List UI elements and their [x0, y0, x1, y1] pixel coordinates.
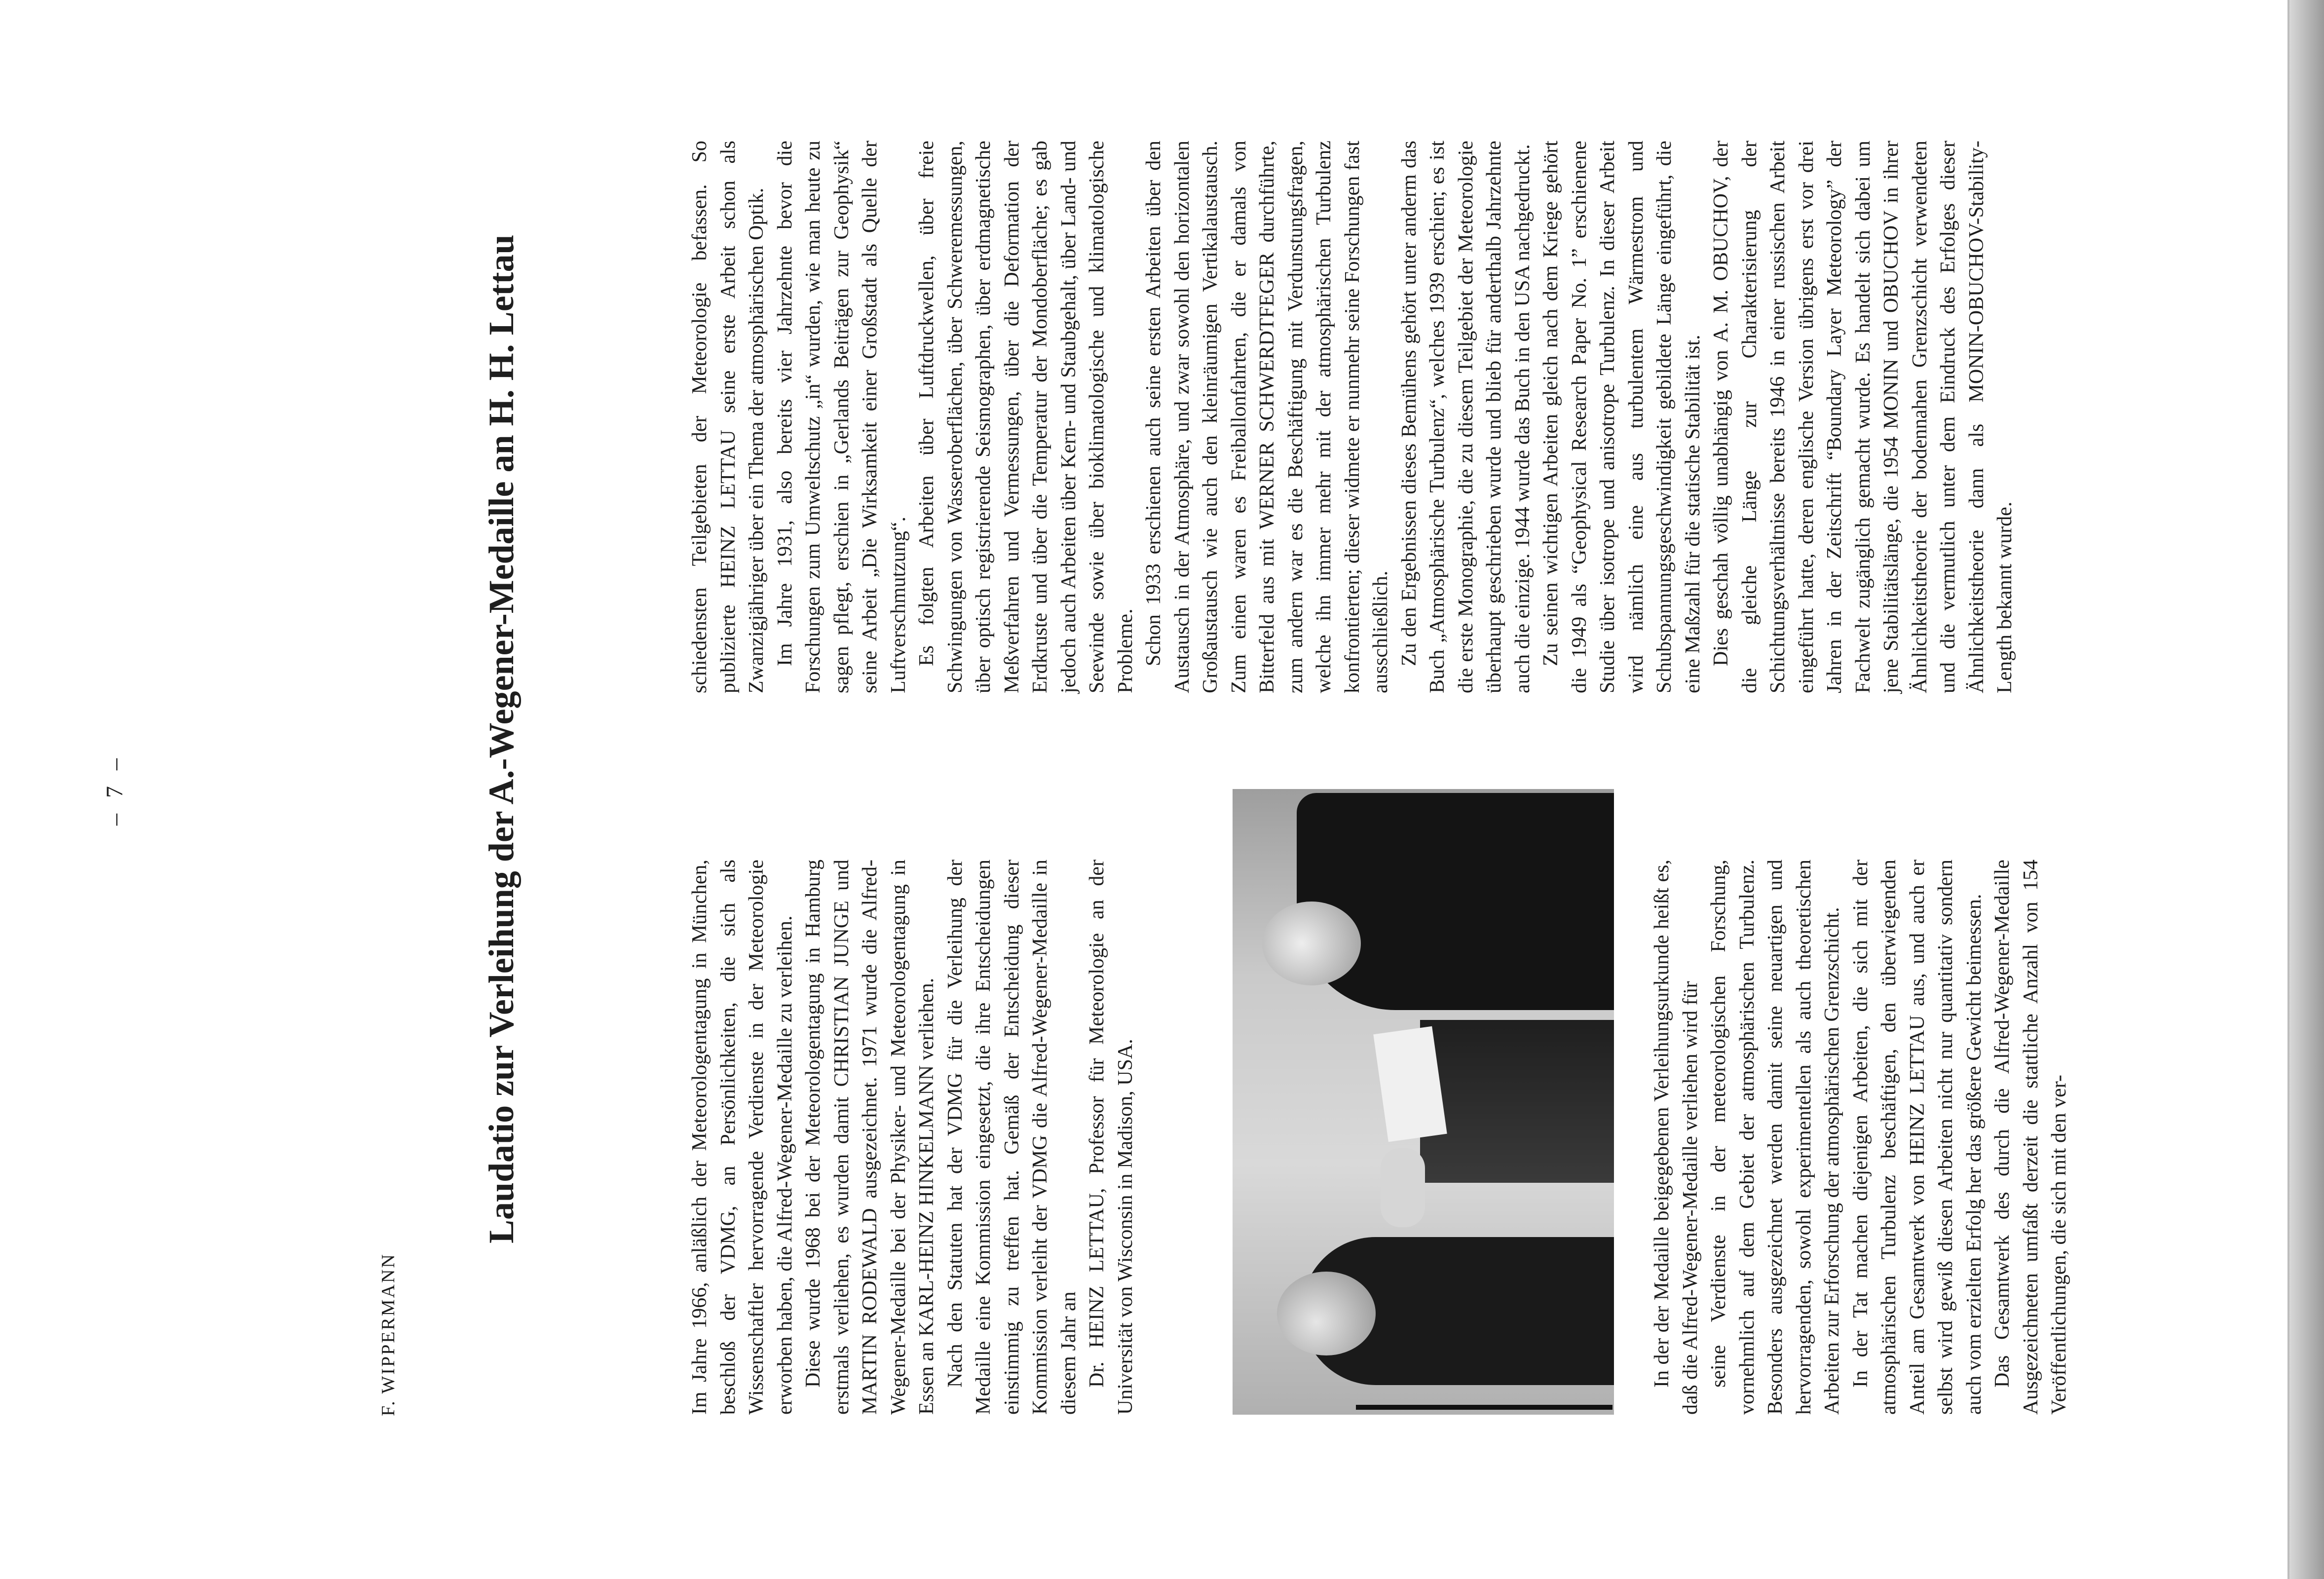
- column-left-after-photo: [1648, 860, 2074, 1415]
- column-right: [686, 141, 2020, 693]
- lectern: [1420, 1020, 1614, 1183]
- person-right: [1297, 793, 1614, 1010]
- paragraph: In der der Medaille beigegebenen Verleihungsurkunde heißt es, daß die Alfred-Wegener-Medaille verliehen wird für: [1650, 860, 1702, 1415]
- author-initial: F. W: [378, 1374, 399, 1416]
- paragraph: seine Verdienste in der meteorologischen Forschung, vornehmlich auf dem Gebiet der atmosphärischen Turbulenz. Besonders ausgezeichnet werden damit seine neuartigen und hervorragenden, sowohl experimentellen als auch theoretischen Arbeiten zur Erforschung der atmosphärischen Grenzschicht.: [1707, 860, 1843, 1415]
- article-title: Laudatio zur Verleihung der A.-Wegener-Medaille an H. H. Lettau: [482, 234, 521, 1243]
- paragraph: Es folgten Arbeiten über Luftdruckwellen, über freie Schwingungen von Wasseroberflächen, über Schweremessungen, über optisch registrierende Seismographen, über erdmagnetische Meßverfahren und Vermessungen, über die Deformation der Erdkruste und über die Temperatur der Mondoberfläche; es gab jedoch auch Arbeiten über Kern- und Staubgehalt, über Land- und Seewinde sowie über bioklimatologische und klimatologische Probleme.: [915, 141, 1137, 693]
- paragraph: schiedensten Teilgebieten der Meteorologie befassen. So publizierte HEINZ LETTAU seine erste Arbeit schon als Zwanzigjähriger über ein Thema der atmosphärischen Optik.: [688, 141, 768, 693]
- author-surname-smallcaps: IPPERMANN: [378, 1253, 399, 1375]
- paragraph: Im Jahre 1931, also bereits vier Jahrzehnte bevor die Forschungen zum Umweltschutz „in“ wurden, wie man heute zu sagen pflegt, erschien in „Gerlands Beiträgen zur Geophysik“ seine Arbeit „Die Wirksamkeit einer Großstadt als Quelle der Luftverschmutzung“.: [773, 141, 910, 693]
- paragraph: Zu den Ergebnissen dieses Bemühens gehört unter anderm das Buch „Atmosphärische Turbulenz“, welches 1939 erschien; es ist die erste Monographie, die zu diesem Teilgebiet der Meteorologie überhaupt geschrieben wurde und blieb für anderthalb Jahrzehnte auch die einzige. 1944 wurde das Buch in den USA nachgedruckt.: [1397, 141, 1534, 693]
- paragraph: Diese wurde 1968 bei der Meteorologentagung in Hamburg erstmals verliehen, es wurden damit CHRISTIAN JUNGE und MARTIN RODEWALD ausgezeichnet. 1971 wurde die Alfred-Wegener-Medaille bei der Physiker- und Meteorologentagung in Essen an KARL-HEINZ HINKELMANN verliehen.: [802, 860, 938, 1415]
- paragraph: Im Jahre 1966, anläßlich der Meteorologentagung in München, beschloß der VDMG, an Persönlichkeiten, die sich als Wissenschaftler hervorragende Verdienste in der Meteorologie erworben haben, die Alfred-Wegener-Medaille zu verleihen.: [688, 860, 796, 1415]
- author: [377, 1253, 399, 1416]
- award-photo: [1233, 789, 1614, 1415]
- paragraph: Zu seinen wichtigen Arbeiten gleich nach dem Kriege gehört die 1949 als “Geophysical Research Paper No. 1” erschienene Studie über isotrope und anisotrope Turbulenz. In dieser Arbeit wird nämlich eine aus turbulentem Wärmestrom und Schubspannungsgeschwindigkeit gebildete Länge eingeführt, die eine Maßzahl für die statische Stabilität ist.: [1539, 141, 1704, 693]
- person-right-head: [1262, 902, 1361, 985]
- column-left: [686, 860, 1140, 1415]
- paragraph: Dies geschah völlig unabhängig von A. M. OBUCHOV, der die gleiche Länge zur Charakterisierung der Schichtungsverhältnisse bereits 1946 in einer russischen Arbeit eingeführt hatte, deren englische Version übrigens erst vor drei Jahren in der Zeitschrift “Boundary Layer Meteorology” der Fachwelt zugänglich gemacht wurde. Es handelt sich dabei um jene Stabilitätslänge, die 1954 MONIN und OBUCHOV in ihrer Ähnlichkeitstheorie der bodennahen Grenzschicht verwendeten und die vermutlich unter dem Eindruck des Erfolges dieser Ähnlichkeitstheorie dann als MONIN-OBUCHOV-Stability-Length bekannt wurde.: [1710, 141, 2016, 693]
- paragraph: Dr. HEINZ LETTAU, Professor für Meteorologie an der Universität von Wisconsin in Madison, USA.: [1086, 860, 1137, 1415]
- paragraph: In der Tat machen diejenigen Arbeiten, die sich mit der atmosphärischen Turbulenz beschäftigen, den überwiegenden Anteil am Gesamtwerk von HEINZ LETTAU aus, und auch er selbst wird gewiß diesen Arbeiten nicht nur quantitativ sondern auch vom erzielten Erfolg her das größere Gewicht beimessen.: [1849, 860, 1986, 1415]
- handshake: [1381, 1148, 1425, 1227]
- paragraph: Schon 1933 erschienen auch seine ersten Arbeiten über den Austausch in der Atmosphäre, und zwar sowohl den horizontalen Großaustausch wie auch den kleinräumigen Vertikalaustausch. Zum einen waren es Freiballonfahrten, die er damals von Bitterfeld aus mit WERNER SCHWERDTFEGER durchführte, zum andern war es die Beschäftigung mit Verdunstungsfragen, welche ihn immer mehr mit der atmosphärischen Turbulenz konfrontierten; dieser widmete er nunmehr seine Forschungen fast ausschließlich.: [1142, 141, 1392, 693]
- paragraph: Das Gesamtwerk des durch die Alfred-Wegener-Medaille Ausgezeichneten umfaßt derzeit die stattliche Anzahl von 154 Veröffentlichungen, die sich mit den ver-: [1991, 860, 2070, 1415]
- microphone-stand: [1356, 1405, 1612, 1410]
- page-number: – 7 –: [102, 753, 128, 826]
- paragraph: Nach den Statuten hat der VDMG für die Verleihung der Medaille eine Kommission eingesetzt, die ihre Entscheidungen einstimmig zu treffen hat. Gemäß der Entscheidung dieser Kommission verleiht der VDMG die Alfred-Wegener-Medaille in diesem Jahr an: [943, 860, 1080, 1415]
- person-left-head: [1277, 1272, 1376, 1355]
